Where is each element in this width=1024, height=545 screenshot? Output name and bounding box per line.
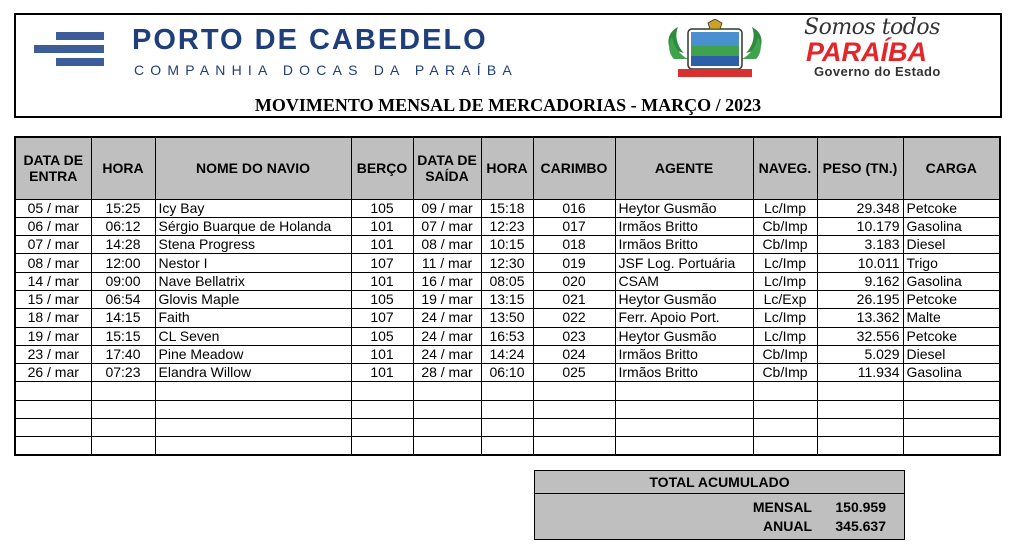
table-body [15,199,1000,455]
cell-entry-time: 15:15 [91,327,155,345]
cell-navigation: Cb/Imp [753,345,817,363]
empty-cell [817,400,903,418]
table-row [15,199,1000,217]
empty-table-row [15,382,1000,400]
cell-exit-date: 07 / mar [413,217,481,235]
cell-entry-time: 14:15 [91,309,155,327]
empty-cell [413,400,481,418]
empty-cell [903,419,1000,437]
empty-cell [481,382,533,400]
col-header-ship-name: NOME DO NAVIO [155,137,351,199]
table-row [15,345,1000,363]
cell-cargo: Trigo [903,254,1000,272]
cell-exit-date: 09 / mar [413,199,481,217]
cell-berth: 107 [351,254,413,272]
col-header-cargo: CARGA [903,137,1000,199]
gov-subtitle: Governo do Estado [814,64,941,79]
cell-navigation: Lc/Imp [753,199,817,217]
cell-exit-time: 13:50 [481,309,533,327]
cell-agent: Irmãos Britto [615,236,753,254]
col-header-stamp: CARIMBO [533,137,615,199]
empty-cell [817,382,903,400]
cell-exit-date: 08 / mar [413,236,481,254]
cell-entry-time: 09:00 [91,272,155,290]
annual-value: 345.637 [835,518,886,534]
col-header-exit-date: DATA DE SAÍDA [413,137,481,199]
col-header-weight: PESO (TN.) [817,137,903,199]
monthly-label: MENSAL [752,499,812,515]
cell-entry-date: 14 / mar [15,272,91,290]
empty-cell [817,437,903,456]
col-header-navigation: NAVEG. [753,137,817,199]
empty-cell [15,400,91,418]
cell-cargo: Gasolina [903,272,1000,290]
empty-cell [817,419,903,437]
empty-cell [91,437,155,456]
cell-berth: 101 [351,217,413,235]
empty-cell [15,382,91,400]
totals-title: TOTAL ACUMULADO [535,471,904,494]
cell-stamp: 025 [533,364,615,382]
cell-ship-name: Nestor I [155,254,351,272]
cell-navigation: Lc/Imp [753,254,817,272]
cell-navigation: Lc/Exp [753,290,817,308]
cell-weight: 5.029 [817,345,903,363]
gov-tagline: Somos todos [804,15,940,40]
empty-cell [753,419,817,437]
cell-weight: 32.556 [817,327,903,345]
table-row [15,327,1000,345]
empty-cell [351,400,413,418]
cell-exit-date: 16 / mar [413,272,481,290]
cell-ship-name: CL Seven [155,327,351,345]
cell-berth: 101 [351,272,413,290]
coat-of-arms-icon [656,19,774,79]
totals-box [534,470,905,540]
cell-entry-date: 15 / mar [15,290,91,308]
empty-cell [15,419,91,437]
cell-berth: 101 [351,236,413,254]
cell-entry-date: 23 / mar [15,345,91,363]
cell-stamp: 022 [533,309,615,327]
cell-weight: 9.162 [817,272,903,290]
cell-exit-date: 24 / mar [413,309,481,327]
document-header [14,13,1002,118]
col-header-berth: BERÇO [351,137,413,199]
empty-cell [753,400,817,418]
empty-cell [413,437,481,456]
brand-subtitle: COMPANHIA DOCAS DA PARAÍBA [134,62,518,78]
cell-stamp: 018 [533,236,615,254]
cell-stamp: 024 [533,345,615,363]
col-header-entry-date: DATA DE ENTRA [15,137,91,199]
table-row [15,272,1000,290]
cell-cargo: Petcoke [903,327,1000,345]
cell-ship-name: Nave Bellatrix [155,272,351,290]
cell-berth: 105 [351,327,413,345]
cell-weight: 3.183 [817,236,903,254]
empty-cell [91,382,155,400]
cell-exit-time: 08:05 [481,272,533,290]
cell-cargo: Malte [903,309,1000,327]
empty-table-row [15,437,1000,456]
table-row [15,309,1000,327]
cell-exit-time: 06:10 [481,364,533,382]
empty-cell [533,382,615,400]
cell-entry-time: 06:12 [91,217,155,235]
cell-exit-time: 15:18 [481,199,533,217]
cell-entry-time: 12:00 [91,254,155,272]
cell-exit-time: 12:23 [481,217,533,235]
table-header-row [15,137,1000,199]
cell-entry-time: 06:54 [91,290,155,308]
cell-ship-name: Icy Bay [155,199,351,217]
empty-cell [615,437,753,456]
col-header-entry-time: HORA [91,137,155,199]
empty-cell [903,382,1000,400]
empty-cell [351,382,413,400]
table-row [15,364,1000,382]
table-row [15,290,1000,308]
empty-table-row [15,419,1000,437]
empty-cell [91,419,155,437]
cell-entry-date: 08 / mar [15,254,91,272]
empty-cell [481,400,533,418]
empty-cell [903,437,1000,456]
cell-ship-name: Pine Meadow [155,345,351,363]
cell-entry-time: 07:23 [91,364,155,382]
empty-cell [413,419,481,437]
document-title: MOVIMENTO MENSAL DE MERCADORIAS - MARÇO / 2023 [254,95,762,115]
cell-navigation: Lc/Imp [753,327,817,345]
cell-cargo: Gasolina [903,364,1000,382]
cell-weight: 29.348 [817,199,903,217]
table-row [15,254,1000,272]
cell-agent: Heytor Gusmão [615,199,753,217]
cell-cargo: Petcoke [903,290,1000,308]
cell-agent: JSF Log. Portuária [615,254,753,272]
empty-table-row [15,400,1000,418]
cell-entry-date: 18 / mar [15,309,91,327]
cell-agent: CSAM [615,272,753,290]
cell-ship-name: Glovis Maple [155,290,351,308]
cell-exit-time: 14:24 [481,345,533,363]
brand-title: PORTO DE CABEDELO [132,24,488,56]
empty-cell [351,419,413,437]
empty-cell [533,419,615,437]
cell-agent: Heytor Gusmão [615,327,753,345]
cell-agent: Irmãos Britto [615,364,753,382]
annual-label: ANUAL [763,518,812,534]
cell-berth: 105 [351,199,413,217]
cell-entry-date: 07 / mar [15,236,91,254]
cell-berth: 105 [351,290,413,308]
cell-cargo: Petcoke [903,199,1000,217]
empty-cell [481,419,533,437]
empty-cell [91,400,155,418]
cell-exit-date: 24 / mar [413,345,481,363]
cell-navigation: Lc/Imp [753,272,817,290]
cell-stamp: 020 [533,272,615,290]
cell-entry-date: 26 / mar [15,364,91,382]
cell-entry-time: 15:25 [91,199,155,217]
cell-ship-name: Sérgio Buarque de Holanda [155,217,351,235]
totals-annual-row [535,515,904,537]
empty-cell [413,382,481,400]
cell-stamp: 019 [533,254,615,272]
col-header-agent: AGENTE [615,137,753,199]
cell-entry-time: 14:28 [91,236,155,254]
cell-ship-name: Elandra Willow [155,364,351,382]
cell-weight: 11.934 [817,364,903,382]
cell-cargo: Gasolina [903,217,1000,235]
cell-cargo: Diesel [903,236,1000,254]
cell-exit-time: 16:53 [481,327,533,345]
cell-stamp: 017 [533,217,615,235]
cell-berth: 101 [351,345,413,363]
cell-agent: Irmãos Britto [615,345,753,363]
government-logo [794,17,990,79]
empty-cell [533,400,615,418]
empty-cell [615,419,753,437]
cell-exit-date: 11 / mar [413,254,481,272]
cell-entry-time: 17:40 [91,345,155,363]
cell-ship-name: Faith [155,309,351,327]
col-header-exit-time: HORA [481,137,533,199]
cell-weight: 10.011 [817,254,903,272]
cell-exit-date: 28 / mar [413,364,481,382]
cell-navigation: Cb/Imp [753,364,817,382]
cell-entry-date: 19 / mar [15,327,91,345]
cell-exit-time: 10:15 [481,236,533,254]
monthly-value: 150.959 [835,499,886,515]
cell-berth: 101 [351,364,413,382]
cell-stamp: 021 [533,290,615,308]
empty-cell [15,437,91,456]
cell-agent: Heytor Gusmão [615,290,753,308]
cell-navigation: Cb/Imp [753,236,817,254]
table-row [15,236,1000,254]
cell-stamp: 023 [533,327,615,345]
cell-stamp: 016 [533,199,615,217]
cell-exit-time: 12:30 [481,254,533,272]
cell-weight: 26.195 [817,290,903,308]
empty-cell [533,437,615,456]
cell-agent: Ferr. Apoio Port. [615,309,753,327]
cargo-movement-table [14,136,1001,456]
empty-cell [481,437,533,456]
empty-cell [903,400,1000,418]
cell-exit-date: 19 / mar [413,290,481,308]
cell-entry-date: 06 / mar [15,217,91,235]
empty-cell [155,419,351,437]
cell-weight: 10.179 [817,217,903,235]
cell-cargo: Diesel [903,345,1000,363]
cell-agent: Irmãos Britto [615,217,753,235]
cell-exit-date: 24 / mar [413,327,481,345]
cell-weight: 13.362 [817,309,903,327]
cell-navigation: Lc/Imp [753,309,817,327]
gov-state: PARAÍBA [806,37,927,67]
empty-cell [155,400,351,418]
cell-ship-name: Stena Progress [155,236,351,254]
porto-logo-icon [34,29,108,69]
empty-cell [615,400,753,418]
cell-exit-time: 13:15 [481,290,533,308]
table-row [15,217,1000,235]
empty-cell [155,382,351,400]
empty-cell [351,437,413,456]
empty-cell [155,437,351,456]
empty-cell [753,382,817,400]
empty-cell [753,437,817,456]
cell-navigation: Cb/Imp [753,217,817,235]
cell-entry-date: 05 / mar [15,199,91,217]
cell-berth: 107 [351,309,413,327]
empty-cell [615,382,753,400]
